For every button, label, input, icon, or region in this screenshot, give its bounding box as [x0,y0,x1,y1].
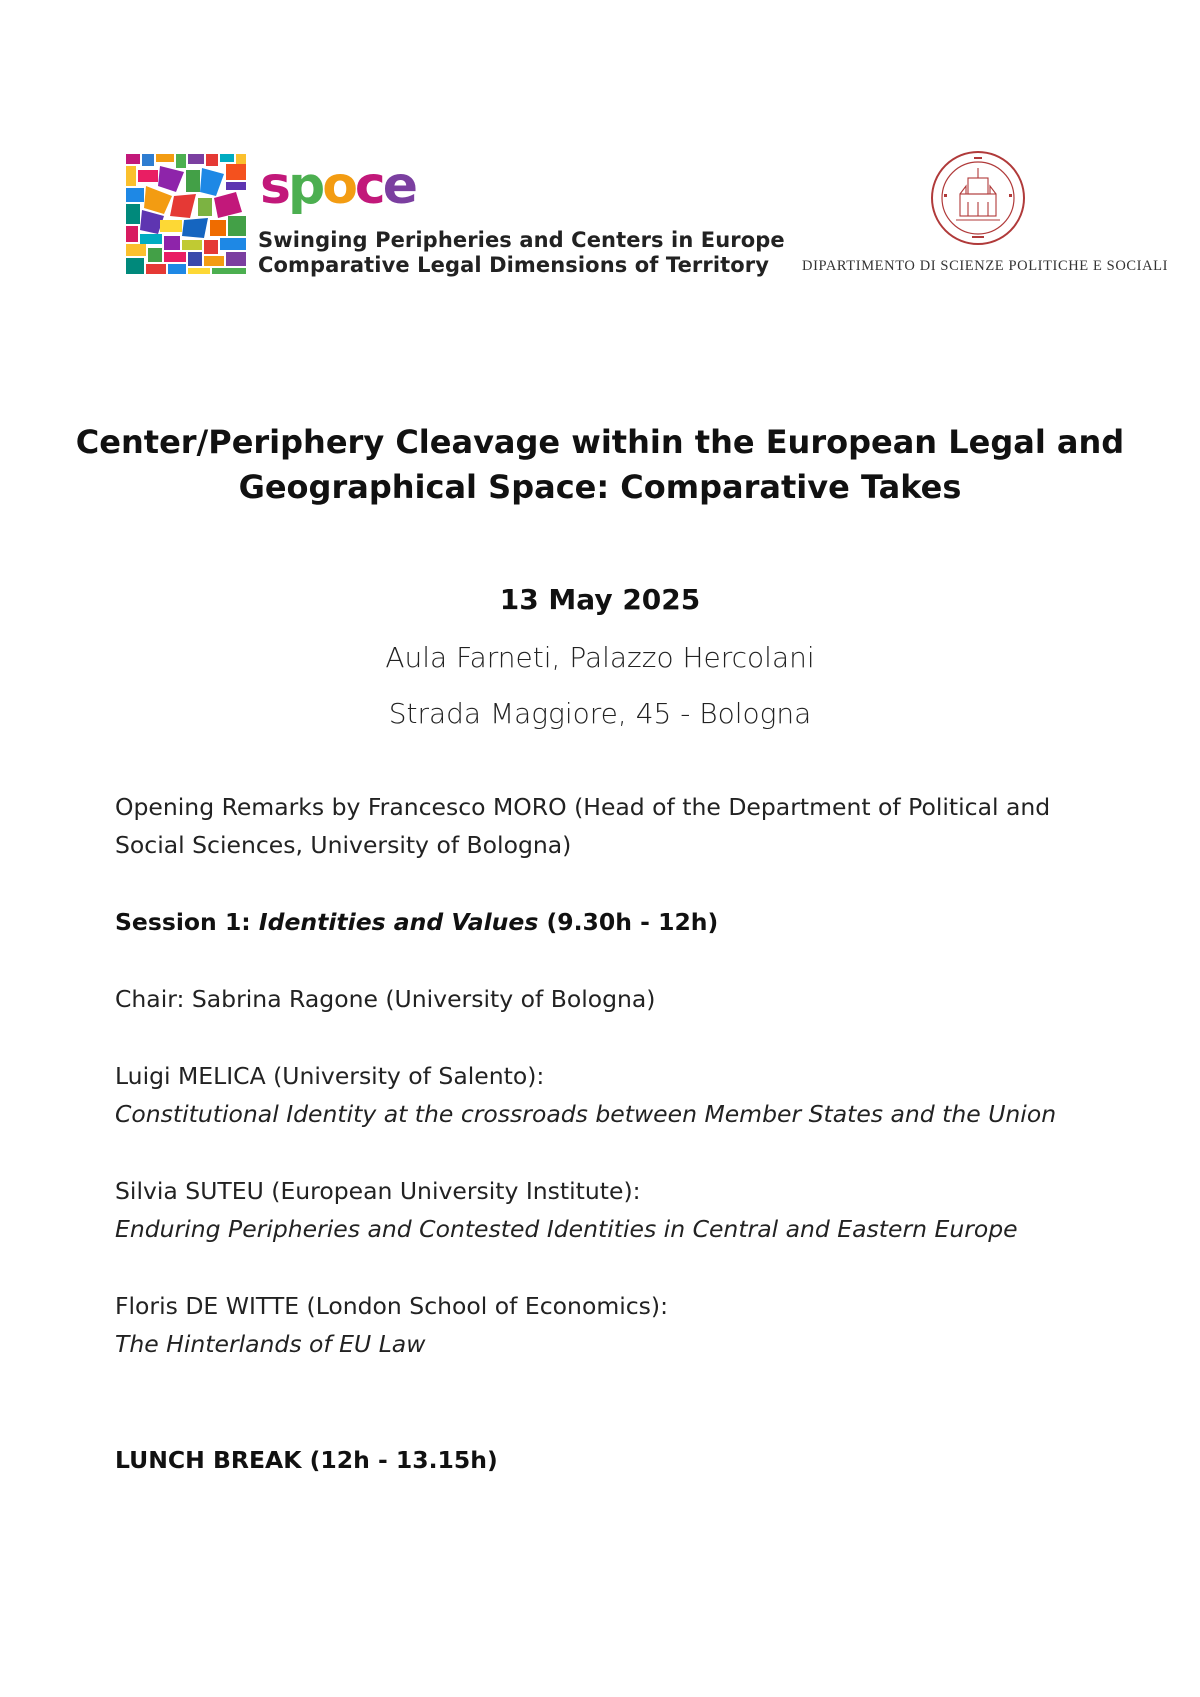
brand-tagline-2: Comparative Legal Dimensions of Territory [258,253,770,277]
venue-room: Aula Farneti, Palazzo Hercolani [385,641,815,674]
talk-title: Enduring Peripheries and Contested Identities in Central and Eastern Europe [115,1215,1018,1243]
session-chair: Chair: Sabrina Ragone (University of Bologna) [115,985,656,1013]
event-date: 13 May 2025 [499,583,701,616]
opening-remarks [115,788,1125,864]
opening-remarks-line-1: Opening Remarks by Francesco MORO (Head of the Department of Political and [115,793,1051,821]
wordmark-letter: p [287,156,323,216]
session-time: (9.30h - 12h) [538,908,719,936]
session-prefix: Session 1: [115,908,259,936]
talk-title: The Hinterlands of EU Law [115,1330,426,1358]
venue-address: Strada Maggiore, 45 - Bologna [388,697,812,730]
wordmark-letter: c [354,156,383,216]
space-project-logo [124,152,785,280]
opening-remarks-line-2: Social Sciences, University of Bologna) [115,831,572,859]
talk-item [115,1057,1125,1133]
talk-item [115,1172,1125,1248]
talk-speaker: Floris DE WITTE (London School of Economics): [115,1292,668,1320]
talk-speaker: Luigi MELICA (University of Salento): [115,1062,545,1090]
event-title-line-1: Center/Periphery Cleavage within the European Legal and [75,423,1125,461]
talk-item [115,1287,1125,1363]
talk-title: Constitutional Identity at the crossroads between Member States and the Union [115,1100,1057,1128]
department-name: DIPARTIMENTO DI SCIENZE POLITICHE E SOCIALI [802,258,1169,274]
talk-speaker: Silvia SUTEU (European University Institute): [115,1177,641,1205]
brand-tagline-1: Swinging Peripheries and Centers in Europe [258,228,785,252]
space-wordmark [260,156,416,216]
university-seal-icon [930,150,1026,246]
event-title [60,420,1140,510]
event-title-line-2: Geographical Space: Comparative Takes [238,468,962,506]
lunch-break: LUNCH BREAK (12h - 13.15h) [115,1446,498,1474]
wordmark-letter: e [382,156,416,216]
session-heading [115,903,1125,941]
university-logo [800,150,1170,280]
wordmark-letter: s [260,156,288,216]
wordmark-letter: o [322,156,355,216]
session-name: Identities and Values [258,908,539,936]
mosaic-map-icon [124,152,248,276]
